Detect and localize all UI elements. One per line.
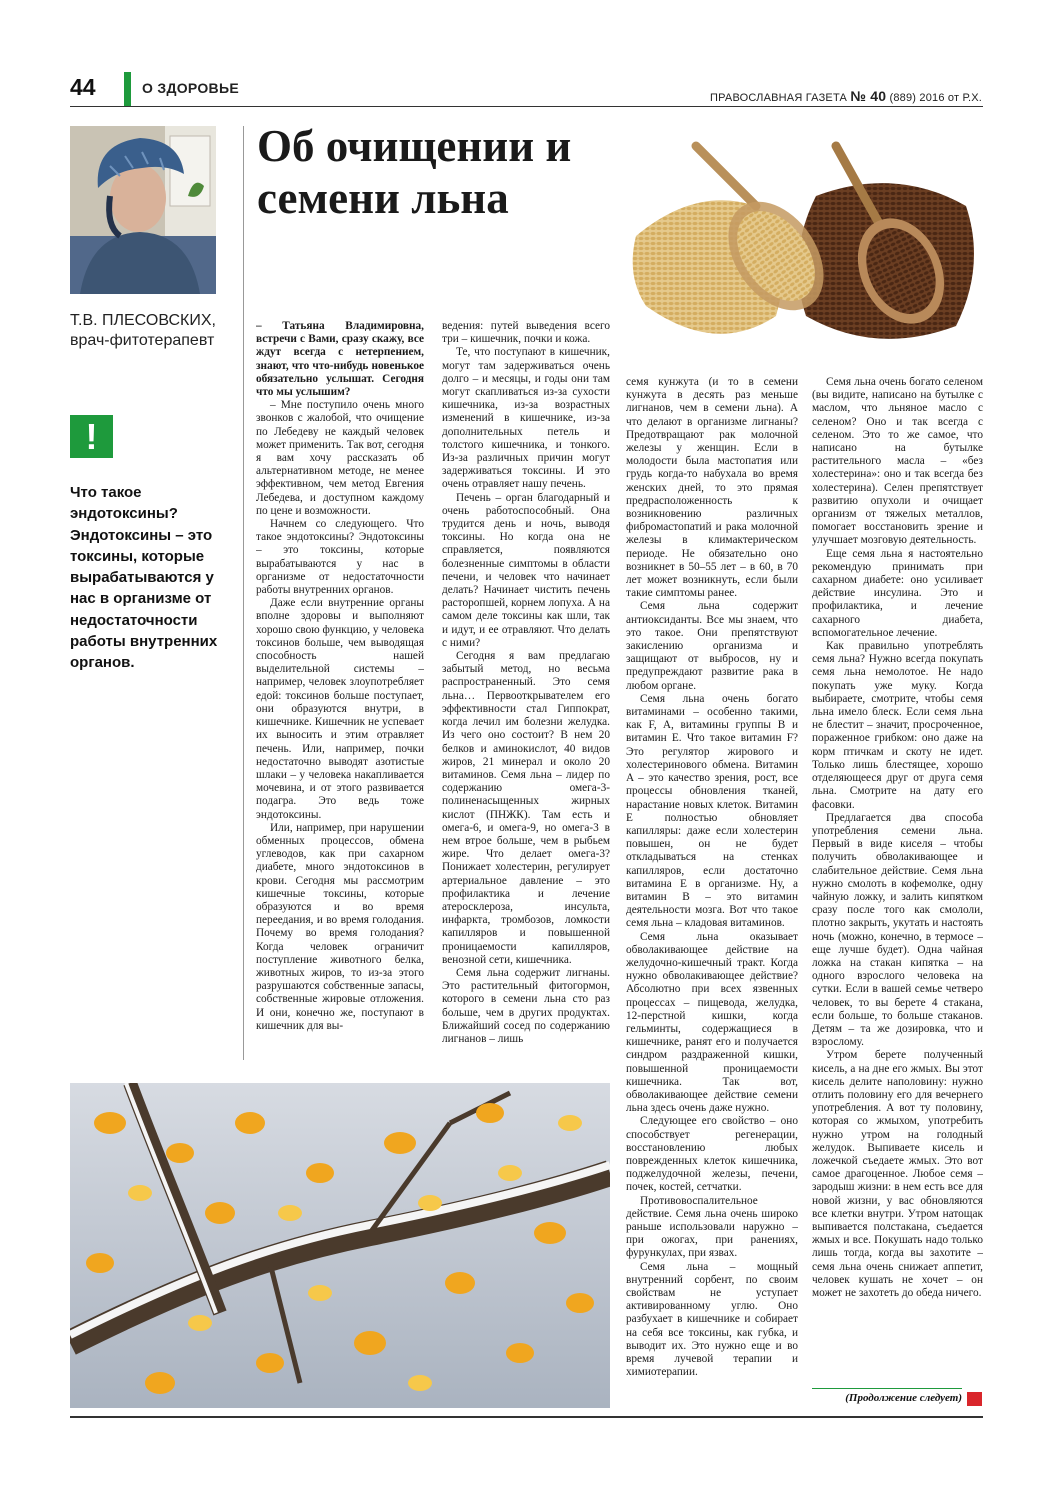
article-paragraph: Противовоспалительное действие. Семя льна очень широко раньше использовали наружно – при ожогах, при ранениях, фурункулах, при язвах.: [626, 1194, 798, 1260]
flax-seeds-photo: [626, 126, 983, 352]
header-rule: [70, 106, 983, 107]
article-title: Об очищении и семени льна: [257, 121, 572, 223]
article-paragraph: ведения: путей выведения всего три – кишечник, почки и кожа.: [442, 320, 610, 346]
issue-number: № 40: [850, 88, 887, 104]
article-paragraph: Семя льна содержит лигнаны. Это растительный фитогормон, которого в семени льна сто раз больше, чем в других продуктах. Ближайший сосед по содержанию лигнанов – лишь: [442, 966, 610, 1045]
question-paragraph: – Татьяна Владимировна, встречи с Вами, сразу скажу, все ждут всегда с нетерпением, знают, что что-нибудь новенькое обязательно услышат. Сегодня что мы услышим?: [256, 320, 424, 399]
article-paragraph: Как правильно употреблять семя льна? Нужно всегда покупать семя льна немолотое. Не надо покупать уже муку. Когда выбираете, смотрите, чтобы семя льна имело блеск. Если семя льна не блестит – значит, просроченное, пораженное грибком: оно даже на корм птичкам и скоту не идет. Только лишь блестящее, хорошо отделяющееся друг от друга семя льна. Смотрите на дату его фасовки.: [812, 640, 983, 811]
article-paragraph: семя кунжута (и то в семени кунжута в десять раз меньше лигнанов, чем в семени льна). А что делают в организме лигнаны? Предотвращают рак молочной железы у женщин. Если в молодости была мастопатия или грудь когда-то набухала во время женских дней, то это прямая предрасположенность к возникновению различных фибромастопатий и рака молочной железы в климактерическом периоде. Не обязательно оно возникнет в 50–55 лет – в 60, в 70 лет может возникнуть, если были такие симптомы ранее.: [626, 376, 798, 600]
article-paragraph: Семя льна очень богато витаминами – особенно такими, как F, A, витамины группы B и витамин E. Что такое витамин F? Это регулятор жирового и холестеринового обмена. Витамин A – это качество зрения, рост, все процессы обновления тканей, нарастание новых клеток. Витамин E полностью обновляет капилляры: даже если холестерин повышен, он не будет откладываться на стенках капилляров, если достаточно витамина E в организме. Ну, а витамин B – это витамин деятельности мозга. Вот что такое семя льна – кладовая витаминов.: [626, 692, 798, 930]
article-paragraph: Еще семя льна я настоятельно рекомендую принимать при сахарном диабете: оно усиливает действие инсулина. Это и профилактика, и лечение сахарного диабета, вспомогательное лечение.: [812, 547, 983, 639]
footer-rule: [70, 1416, 983, 1418]
exclamation-icon: !: [70, 415, 113, 458]
article-paragraph: – Мне поступило очень много звонков с жалобой, что очищение по Лебедеву не каждый человек может применить. Так вот, сегодня я вам хочу рассказать об альтернативном методе, не менее эффективном, чем метод Евгения Лебедева, и доступном каждому по цене и возможности.: [256, 399, 424, 517]
column-divider: [243, 126, 244, 1060]
article-paragraph: Семя льна оказывает обволакивающее действие на желудочно-кишечный тракт. Когда нужно обволакивающее действие? Абсолютно при всех язвенных процессах – пищевода, желудка, 12-перстной кишки, когда гельминты, содержащиеся в кишечнике, ранят его и получается синдром раздраженной кишки, повышенной проницаемости кишечника. Так вот, обволакивающее действие семени льна здесь очень даже нужно.: [626, 930, 798, 1115]
continued-note: (Продолжение следует): [845, 1392, 962, 1404]
author-photo: [70, 126, 216, 294]
section-title: О ЗДОРОВЬЕ: [142, 80, 239, 96]
article-paragraph: Начнем со следующего. Что такое эндотоксины? Эндотоксины – это токсины, которые вырабатываются у нас в организме от недостаточности работы внутренних органов.: [256, 518, 424, 597]
article-paragraph: Утром берете полученный кисель, а на дне его жмых. Вы этот кисель делите наполовину: нужно отлить половину его для вечернего употребления. А вот ту половину, которая со жмыхом, употребить нужно утром на голодный желудок. Выпиваете кисель и ложечкой съедаете жмых. Это вот самое драгоценное. Любое семя – зародыш жизни: в нем есть все для новой жизни, у вас обновляются все клетки внутри. Утром натощак выпивается полстакана, съедается жмых и все. Покушать надо только лишь тогда, когда вы захотите – семя льна очень снижает аппетит, человек кушать не хочет – он может не захотеть до обеда ничего.: [812, 1049, 983, 1300]
article-column-2: [442, 320, 610, 1062]
page-number: 44: [70, 74, 96, 100]
article-paragraph: Семя льна – мощный внутренний сорбент, по своим свойствам не уступает активированному углю. Оно разбухает в кишечнике и собирает на себя все токсины, как губка, и выводит их. Это нужно еще и во время лучевой терапии и химиотерапии.: [626, 1260, 798, 1379]
article-paragraph: Следующее его свойство – оно способствует регенерации, восстановлению любых поврежденных клеток кишечника, поджелудочной железы, печени, почек, костей, сетчатки.: [626, 1115, 798, 1194]
article-paragraph: Печень – орган благодарный и очень работоспособный. Она трудится день и ночь, выводя токсины. Но когда она не справляется, появляются болезненные симптомы в области печени, и человек что начинает делать? Начинает чистить печень расторопшей, корнем лопуха. А на самом деле токсины как шли, так и идут, и ее отравляют. Что делать с ними?: [442, 491, 610, 649]
newspaper-name: ПРАВОСЛАВНАЯ ГАЗЕТА: [710, 92, 848, 104]
continued-rule: [812, 1388, 962, 1389]
issue-info: [710, 88, 982, 104]
end-marker: [967, 1392, 982, 1406]
author-role: врач-фитотерапевт: [70, 332, 215, 349]
autumn-branch-photo: [70, 1083, 610, 1408]
article-paragraph: Даже если внутренние органы вполне здоровы и выполняют хорошо свою функцию, у человека токсинов больше, чем выводящая способность нашей выделительной системы – например, человек злоупотребляет едой: токсинов больше поступает, они образуются внутри, в кишечнике. Кишечник не успевает их выносить и этим отравляет печень. Или, например, почки недостаточно выводят азотистые шлаки – у человека накапливается мочевина, и от этого развивается подагра. Это ведь тоже эндотоксины.: [256, 597, 424, 821]
sidebar-note: Что такое эндотоксины? Эндотоксины – это токсины, которые вырабатываются у нас в организме от недостаточности работы внутренних органов.: [70, 484, 218, 672]
article-paragraph: Те, что поступают в кишечник, могут там задерживаться очень долго – и месяцы, и годы они там могут скапливаться из-за сухости кишечника, из-за возрастных изменений в кишечнике, из-за дополнительных петель и толстого кишечника, и тонкого. Из-за различных причин могут задерживаться токсины. И это очень отравляет нашу печень.: [442, 346, 610, 491]
section-marker: [124, 72, 131, 106]
author-name: Т.В. ПЛЕСОВСКИХ,: [70, 312, 216, 329]
article-paragraph: Сегодня я вам предлагаю забытый метод, но весьма распространенный. Это семя льна… Первооткрывателем его эффективности стал Гиппократ, когда лечил им болезни желудка. Из чего оно состоит? В нем 20 белков и аминокислот, 40 видов жиров, 21 минерал и около 20 витаминов. Семя льна – лидер по содержанию омега-3-полиненасыщенных жирных кислот (ПНЖК). Там есть и омега-6, и омега-9, но омега-3 в нем втрое больше, чем в рыбьем жире. Что делает омега-3? Понижает холестерин, регулирует артериальное давление – это профилактика и лечение атеросклероза, инсульта, инфаркта, тромбозов, ломкости капилляров и повышенной проницаемости капилляров, венозной сети, кишечника.: [442, 650, 610, 966]
article-paragraph: Семя льна содержит антиоксиданты. Все мы знаем, что это такое. Они препятствуют закислению организма и защищают от выбросов, ну и предупреждают развитие рака в любом органе.: [626, 600, 798, 692]
article-column-1: [256, 320, 424, 1060]
article-paragraph: Предлагается два способа употребления семени льна. Первый в виде киселя – чтобы получить обволакивающее и слабительное действие. Семя льна нужно смолоть в кофемолке, одну чайную ложку, и залить кипятком сразу после того как смололи, плотно закрыть, укутать и настоять ночь (можно, конечно, в термосе – еще лучше будет). Одна чайная ложка на стакан кипятка – на одного взрослого человека на сутки. Если в вашей семье четверо человек, то вы берете 4 стакана, если больше, то больше стаканов. Детям – та же дозировка, что и взрослому.: [812, 811, 983, 1049]
article-column-3: [626, 376, 798, 1408]
article-paragraph: Или, например, при нарушении обменных процессов, обмена углеводов, как при сахарном диабете, много эндотоксинов в крови. Сегодня мы рассмотрим кишечные токсины, которые образуются и во время переедания, и во время голодания. Почему во время голодания? Когда человек ограничит поступление животного белка, животных жиров, то из-за этого разрушаются собственные запасы, собственные жировые отложения. И они, конечно же, поступают в кишечник для вы-: [256, 821, 424, 1032]
issue-date: (889) 2016 от Р.Х.: [889, 92, 982, 104]
article-paragraph: Семя льна очень богато селеном (вы видите, написано на бутылке с маслом, что льняное масло с селеном? Оно и так всегда с селеном. Это то же самое, что написано на бутылке растительного масла – «без холестерина»: оно и так всегда без холестерина). Селен препятствует развитию опухоли и очищает организм от тяжелых металлов, помогает восстановить зрение и улучшает мозговую деятельность.: [812, 376, 983, 547]
article-column-4: [812, 376, 983, 1376]
